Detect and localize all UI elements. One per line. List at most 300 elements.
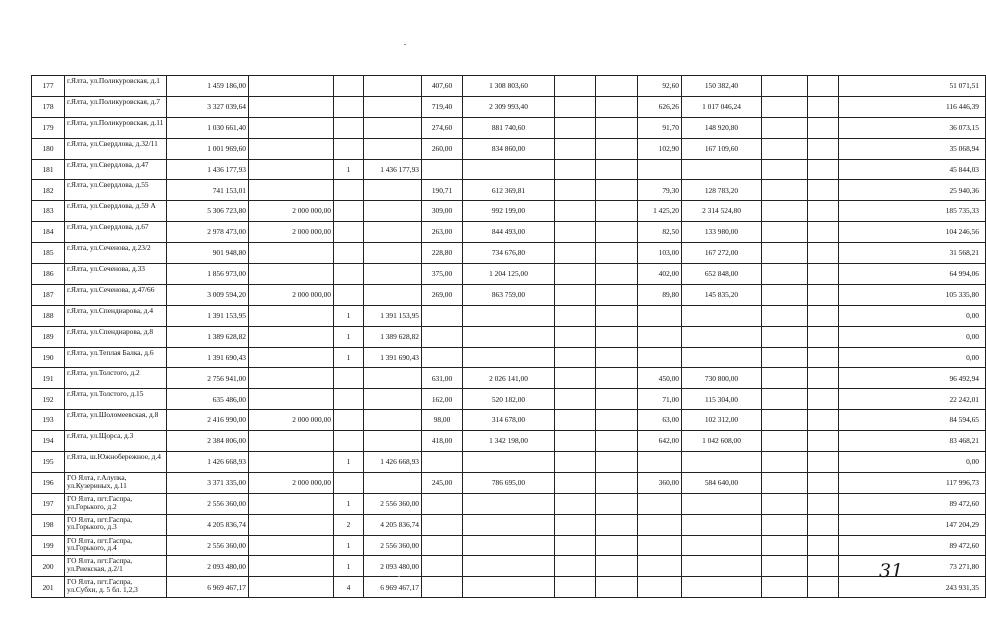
elevator-cost-cell (364, 96, 422, 117)
facade-cost-cell (596, 514, 638, 535)
basement-cost-cell: 167 272,00 (682, 243, 762, 264)
extra-area-cell (762, 96, 808, 117)
fund-amount-cell: 31 568,21 (839, 243, 986, 264)
elevator-cost-cell (364, 243, 422, 264)
row-number-cell: 179 (32, 117, 65, 138)
facade-area-cell (555, 96, 596, 117)
row-number-cell: 199 (32, 535, 65, 556)
address-cell: г.Ялта, ул.Сеченова, д.47/66 (65, 284, 167, 305)
fund-amount-cell: 64 994,06 (839, 264, 986, 285)
basement-area-cell (638, 452, 682, 473)
facade-cost-cell (596, 159, 638, 180)
basement-cost-cell: 584 640,00 (682, 472, 762, 493)
roof-cost-cell (463, 326, 555, 347)
extra-area-cell (762, 243, 808, 264)
roof-cost-cell: 834 860,00 (463, 138, 555, 159)
roof-cost-cell: 992 199,00 (463, 201, 555, 222)
address-cell: ГО Ялта, пгт.Гаспра, ул.Риекская, д.2/1 (65, 556, 167, 577)
roof-cost-cell (463, 577, 555, 598)
total-cost-cell: 901 948,80 (167, 243, 249, 264)
facade-cost-cell (596, 535, 638, 556)
extra-cost-cell (808, 431, 839, 452)
elevator-cost-cell (364, 222, 422, 243)
roof-area-cell: 309,00 (422, 201, 463, 222)
basement-area-cell: 360,00 (638, 472, 682, 493)
facade-area-cell (555, 472, 596, 493)
extra-area-cell (762, 138, 808, 159)
roof-cost-cell (463, 535, 555, 556)
facade-cost-cell (596, 431, 638, 452)
fund-amount-cell: 105 335,80 (839, 284, 986, 305)
fund-amount-cell: 25 940,36 (839, 180, 986, 201)
total-cost-cell: 2 093 480,00 (167, 556, 249, 577)
elevator-cost-cell (364, 472, 422, 493)
facade-cost-cell (596, 556, 638, 577)
address-cell: г.Ялта, ул.Свердлова, д.32/11 (65, 138, 167, 159)
basement-area-cell: 1 425,20 (638, 201, 682, 222)
elevator-count-cell (334, 431, 364, 452)
basement-cost-cell (682, 556, 762, 577)
fund-amount-cell: 73 271,80 (839, 556, 986, 577)
roof-cost-cell: 863 759,00 (463, 284, 555, 305)
basement-area-cell: 402,00 (638, 264, 682, 285)
row-number-cell: 195 (32, 452, 65, 473)
facade-cost-cell (596, 201, 638, 222)
table-row (32, 452, 986, 473)
row-number-cell: 189 (32, 326, 65, 347)
table-row (32, 389, 986, 410)
extra-cost-cell (808, 326, 839, 347)
subsidy-amount-cell (249, 305, 334, 326)
row-number-cell: 191 (32, 368, 65, 389)
roof-area-cell (422, 556, 463, 577)
address-cell: г.Ялта, ул.Поликуровская, д.7 (65, 96, 167, 117)
address-cell: г.Ялта, ул.Сеченова, д.23/2 (65, 243, 167, 264)
elevator-count-cell: 1 (334, 556, 364, 577)
fund-amount-cell: 22 242,01 (839, 389, 986, 410)
elevator-cost-cell (364, 431, 422, 452)
total-cost-cell: 1 391 690,43 (167, 347, 249, 368)
roof-area-cell (422, 452, 463, 473)
address-cell: г.Ялта, ул.Свердлова, д.55 (65, 180, 167, 201)
document-table-wrapper (31, 75, 979, 598)
roof-area-cell (422, 305, 463, 326)
roof-area-cell (422, 535, 463, 556)
table-row (32, 326, 986, 347)
extra-area-cell (762, 452, 808, 473)
basement-cost-cell (682, 326, 762, 347)
extra-area-cell (762, 493, 808, 514)
table-row (32, 96, 986, 117)
extra-area-cell (762, 284, 808, 305)
facade-cost-cell (596, 264, 638, 285)
roof-cost-cell: 844 493,00 (463, 222, 555, 243)
address-cell: г.Ялта, ул.Спендиарова, д.8 (65, 326, 167, 347)
fund-amount-cell: 0,00 (839, 347, 986, 368)
address-cell: г.Ялта, ул.Толстого, д.2 (65, 368, 167, 389)
extra-cost-cell (808, 180, 839, 201)
extra-cost-cell (808, 472, 839, 493)
total-cost-cell: 1 856 973,00 (167, 264, 249, 285)
total-cost-cell: 1 001 969,60 (167, 138, 249, 159)
facade-cost-cell (596, 410, 638, 431)
subsidy-amount-cell: 2 000 000,00 (249, 284, 334, 305)
row-number-cell: 183 (32, 201, 65, 222)
subsidy-amount-cell (249, 535, 334, 556)
row-number-cell: 177 (32, 76, 65, 97)
address-cell: ГО Ялта, пгт.Гаспра, ул.Горького, д.4 (65, 535, 167, 556)
facade-cost-cell (596, 389, 638, 410)
extra-cost-cell (808, 264, 839, 285)
elevator-cost-cell (364, 180, 422, 201)
row-number-cell: 200 (32, 556, 65, 577)
roof-cost-cell: 1 342 198,00 (463, 431, 555, 452)
subsidy-amount-cell (249, 514, 334, 535)
extra-area-cell (762, 535, 808, 556)
facade-area-cell (555, 264, 596, 285)
roof-area-cell: 162,00 (422, 389, 463, 410)
table-row (32, 201, 986, 222)
basement-area-cell: 71,00 (638, 389, 682, 410)
elevator-count-cell (334, 180, 364, 201)
fund-amount-cell: 51 071,51 (839, 76, 986, 97)
address-cell: г.Ялта, ул.Сеченова, д.33 (65, 264, 167, 285)
row-number-cell: 186 (32, 264, 65, 285)
total-cost-cell: 1 389 628,82 (167, 326, 249, 347)
basement-cost-cell: 1 017 046,24 (682, 96, 762, 117)
table-row (32, 159, 986, 180)
facade-area-cell (555, 76, 596, 97)
elevator-cost-cell (364, 368, 422, 389)
elevator-cost-cell (364, 264, 422, 285)
elevator-cost-cell (364, 138, 422, 159)
total-cost-cell: 2 556 360,00 (167, 535, 249, 556)
facade-area-cell (555, 577, 596, 598)
facade-area-cell (555, 222, 596, 243)
total-cost-cell: 2 384 806,00 (167, 431, 249, 452)
row-number-cell: 201 (32, 577, 65, 598)
extra-cost-cell (808, 514, 839, 535)
subsidy-amount-cell (249, 243, 334, 264)
address-cell: ГО Ялта, пгт.Гаспра, ул.Горького, д.2 (65, 493, 167, 514)
table-row (32, 138, 986, 159)
subsidy-amount-cell (249, 326, 334, 347)
subsidy-amount-cell (249, 138, 334, 159)
elevator-count-cell (334, 222, 364, 243)
roof-area-cell: 631,00 (422, 368, 463, 389)
roof-area-cell: 375,00 (422, 264, 463, 285)
facade-cost-cell (596, 577, 638, 598)
elevator-count-cell: 2 (334, 514, 364, 535)
basement-area-cell (638, 159, 682, 180)
basement-cost-cell (682, 577, 762, 598)
extra-cost-cell (808, 452, 839, 473)
elevator-count-cell (334, 243, 364, 264)
extra-cost-cell (808, 117, 839, 138)
extra-area-cell (762, 305, 808, 326)
roof-cost-cell: 1 308 803,60 (463, 76, 555, 97)
total-cost-cell: 1 030 661,40 (167, 117, 249, 138)
facade-cost-cell (596, 326, 638, 347)
extra-cost-cell (808, 159, 839, 180)
basement-area-cell: 450,00 (638, 368, 682, 389)
extra-cost-cell (808, 201, 839, 222)
roof-area-cell: 407,60 (422, 76, 463, 97)
basement-area-cell (638, 556, 682, 577)
basement-area-cell (638, 577, 682, 598)
address-cell: г.Ялта, ул.Шоломеевская, д.8 (65, 410, 167, 431)
total-cost-cell: 3 009 594,20 (167, 284, 249, 305)
table-row (32, 556, 986, 577)
fund-amount-cell: 0,00 (839, 305, 986, 326)
facade-cost-cell (596, 284, 638, 305)
roof-cost-cell (463, 556, 555, 577)
roof-area-cell: 260,00 (422, 138, 463, 159)
table-row (32, 117, 986, 138)
facade-area-cell (555, 117, 596, 138)
row-number-cell: 193 (32, 410, 65, 431)
roof-area-cell (422, 577, 463, 598)
subsidy-amount-cell (249, 368, 334, 389)
extra-cost-cell (808, 577, 839, 598)
facade-cost-cell (596, 96, 638, 117)
roof-area-cell (422, 493, 463, 514)
basement-area-cell (638, 347, 682, 368)
extra-cost-cell (808, 243, 839, 264)
extra-cost-cell (808, 410, 839, 431)
extra-area-cell (762, 577, 808, 598)
facade-area-cell (555, 368, 596, 389)
extra-cost-cell (808, 222, 839, 243)
page-number: 31 (879, 560, 904, 582)
extra-cost-cell (808, 76, 839, 97)
roof-area-cell: 263,00 (422, 222, 463, 243)
extra-cost-cell (808, 389, 839, 410)
facade-cost-cell (596, 472, 638, 493)
total-cost-cell: 2 978 473,00 (167, 222, 249, 243)
facade-area-cell (555, 201, 596, 222)
basement-cost-cell: 2 314 524,80 (682, 201, 762, 222)
basement-cost-cell: 145 835,20 (682, 284, 762, 305)
table-row (32, 180, 986, 201)
roof-cost-cell (463, 159, 555, 180)
address-cell: ГО Ялта, пгт.Гаспра, ул.Субхи, д. 5 бл. 1,2,3 (65, 577, 167, 598)
extra-area-cell (762, 222, 808, 243)
basement-cost-cell: 730 800,00 (682, 368, 762, 389)
subsidy-amount-cell: 2 000 000,00 (249, 201, 334, 222)
elevator-count-cell (334, 117, 364, 138)
roof-cost-cell (463, 347, 555, 368)
fund-amount-cell: 116 446,39 (839, 96, 986, 117)
elevator-cost-cell: 6 969 467,17 (364, 577, 422, 598)
elevator-count-cell (334, 96, 364, 117)
extra-cost-cell (808, 368, 839, 389)
facade-area-cell (555, 243, 596, 264)
roof-cost-cell: 520 182,00 (463, 389, 555, 410)
subsidy-amount-cell (249, 159, 334, 180)
row-number-cell: 181 (32, 159, 65, 180)
table-row (32, 76, 986, 97)
subsidy-amount-cell (249, 452, 334, 473)
facade-area-cell (555, 431, 596, 452)
facade-cost-cell (596, 368, 638, 389)
table-row (32, 577, 986, 598)
basement-area-cell (638, 514, 682, 535)
table-row (32, 264, 986, 285)
roof-cost-cell (463, 514, 555, 535)
elevator-cost-cell: 1 426 668,93 (364, 452, 422, 473)
basement-area-cell: 102,90 (638, 138, 682, 159)
elevator-cost-cell (364, 284, 422, 305)
fund-amount-cell: 96 492,94 (839, 368, 986, 389)
fund-amount-cell: 147 204,29 (839, 514, 986, 535)
basement-cost-cell: 148 920,80 (682, 117, 762, 138)
roof-area-cell: 418,00 (422, 431, 463, 452)
total-cost-cell: 5 306 723,80 (167, 201, 249, 222)
table-row (32, 535, 986, 556)
basement-cost-cell (682, 535, 762, 556)
address-cell: г.Ялта, ш.Южнобережное, д.4 (65, 452, 167, 473)
basement-area-cell (638, 305, 682, 326)
basement-cost-cell (682, 305, 762, 326)
extra-area-cell (762, 326, 808, 347)
elevator-count-cell (334, 76, 364, 97)
elevator-count-cell: 1 (334, 535, 364, 556)
extra-cost-cell (808, 535, 839, 556)
elevator-count-cell: 1 (334, 305, 364, 326)
extra-area-cell (762, 76, 808, 97)
subsidy-amount-cell (249, 96, 334, 117)
row-number-cell: 192 (32, 389, 65, 410)
elevator-count-cell: 4 (334, 577, 364, 598)
extra-area-cell (762, 410, 808, 431)
elevator-count-cell (334, 264, 364, 285)
address-cell: г.Ялта, ул.Поликуровская, д.11 (65, 117, 167, 138)
extra-cost-cell (808, 493, 839, 514)
row-number-cell: 188 (32, 305, 65, 326)
elevator-count-cell (334, 138, 364, 159)
elevator-count-cell: 1 (334, 493, 364, 514)
fund-amount-cell: 117 996,73 (839, 472, 986, 493)
extra-area-cell (762, 347, 808, 368)
basement-cost-cell: 150 382,40 (682, 76, 762, 97)
roof-area-cell (422, 159, 463, 180)
subsidy-amount-cell (249, 117, 334, 138)
elevator-count-cell (334, 410, 364, 431)
fund-amount-cell: 243 931,35 (839, 577, 986, 598)
roof-cost-cell: 2 026 141,00 (463, 368, 555, 389)
basement-cost-cell: 128 783,20 (682, 180, 762, 201)
roof-cost-cell (463, 452, 555, 473)
basement-area-cell: 89,80 (638, 284, 682, 305)
row-number-cell: 197 (32, 493, 65, 514)
roof-cost-cell: 612 369,81 (463, 180, 555, 201)
fund-amount-cell: 104 246,56 (839, 222, 986, 243)
facade-area-cell (555, 514, 596, 535)
row-number-cell: 190 (32, 347, 65, 368)
facade-area-cell (555, 452, 596, 473)
extra-cost-cell (808, 347, 839, 368)
total-cost-cell: 1 426 668,93 (167, 452, 249, 473)
roof-area-cell (422, 326, 463, 347)
address-cell: г.Ялта, ул.Щорса, д.3 (65, 431, 167, 452)
table-row (32, 305, 986, 326)
roof-area-cell: 269,00 (422, 284, 463, 305)
extra-area-cell (762, 514, 808, 535)
subsidy-amount-cell: 2 000 000,00 (249, 472, 334, 493)
row-number-cell: 194 (32, 431, 65, 452)
roof-cost-cell: 314 678,00 (463, 410, 555, 431)
roof-cost-cell (463, 493, 555, 514)
roof-area-cell: 98,00 (422, 410, 463, 431)
address-cell: г.Ялта, ул.Толстого, д.15 (65, 389, 167, 410)
facade-area-cell (555, 180, 596, 201)
table-row (32, 472, 986, 493)
extra-area-cell (762, 264, 808, 285)
row-number-cell: 180 (32, 138, 65, 159)
table-row (32, 493, 986, 514)
address-cell: г.Ялта, ул.Свердлова, д.67 (65, 222, 167, 243)
basement-cost-cell: 167 109,60 (682, 138, 762, 159)
fund-amount-cell: 89 472,60 (839, 493, 986, 514)
elevator-count-cell (334, 368, 364, 389)
roof-cost-cell: 2 309 993,40 (463, 96, 555, 117)
total-cost-cell: 1 459 186,00 (167, 76, 249, 97)
roof-area-cell (422, 514, 463, 535)
address-cell: г.Ялта, ул.Свердлова, д.59 А (65, 201, 167, 222)
total-cost-cell: 3 371 335,00 (167, 472, 249, 493)
facade-area-cell (555, 347, 596, 368)
total-cost-cell: 2 556 360,00 (167, 493, 249, 514)
subsidy-amount-cell (249, 264, 334, 285)
total-cost-cell: 4 205 836,74 (167, 514, 249, 535)
elevator-count-cell: 1 (334, 159, 364, 180)
table-row (32, 347, 986, 368)
fund-amount-cell: 84 594,65 (839, 410, 986, 431)
basement-cost-cell (682, 493, 762, 514)
subsidy-amount-cell: 2 000 000,00 (249, 222, 334, 243)
total-cost-cell: 2 416 990,00 (167, 410, 249, 431)
table-row (32, 243, 986, 264)
total-cost-cell: 741 153,01 (167, 180, 249, 201)
address-cell: г.Ялта, ул.Свердлова, д.47 (65, 159, 167, 180)
fund-amount-cell: 83 468,21 (839, 431, 986, 452)
row-number-cell: 198 (32, 514, 65, 535)
total-cost-cell: 2 756 941,00 (167, 368, 249, 389)
facade-area-cell (555, 138, 596, 159)
elevator-cost-cell: 1 391 690,43 (364, 347, 422, 368)
elevator-count-cell (334, 472, 364, 493)
basement-area-cell: 92,60 (638, 76, 682, 97)
elevator-count-cell (334, 201, 364, 222)
facade-area-cell (555, 535, 596, 556)
elevator-count-cell: 1 (334, 326, 364, 347)
basement-cost-cell (682, 347, 762, 368)
elevator-cost-cell (364, 389, 422, 410)
row-number-cell: 187 (32, 284, 65, 305)
facade-area-cell (555, 305, 596, 326)
extra-area-cell (762, 117, 808, 138)
address-cell: г.Ялта, ул.Спендиарова, д.4 (65, 305, 167, 326)
elevator-cost-cell (364, 410, 422, 431)
extra-area-cell (762, 159, 808, 180)
subsidy-amount-cell (249, 493, 334, 514)
address-cell: ГО Ялта, г.Алупка, ул.Кузериных, д.11 (65, 472, 167, 493)
roof-area-cell (422, 347, 463, 368)
table-row (32, 284, 986, 305)
basement-area-cell: 82,50 (638, 222, 682, 243)
extra-area-cell (762, 368, 808, 389)
